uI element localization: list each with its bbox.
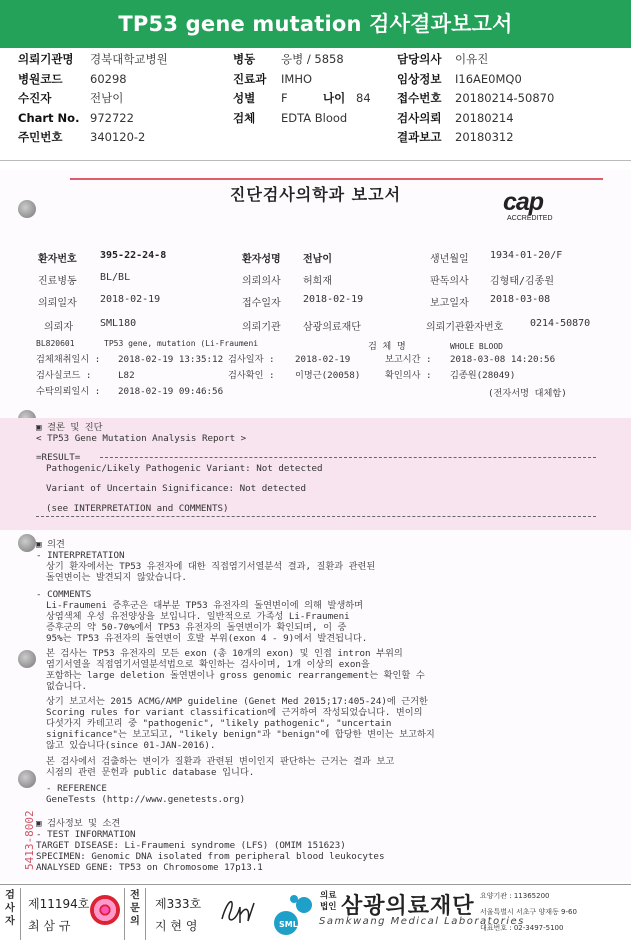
- result-subtitle: < TP53 Gene Mutation Analysis Report >: [36, 433, 247, 444]
- binder-hole: [18, 534, 36, 552]
- req-doc: 허희재: [303, 276, 332, 287]
- col2-value: IMHO: [281, 71, 313, 86]
- dob-label: 생년월일: [430, 254, 469, 265]
- col3-value: 20180214-50870: [455, 91, 555, 105]
- recv-time-label: 수탁의뢰일시 :: [36, 386, 101, 397]
- client-label: 의뢰자: [44, 322, 73, 333]
- name-label: 환자성명: [242, 254, 281, 265]
- report-title: TP53 gene mutation 검사결과보고서: [118, 12, 513, 36]
- col2-label: 진료과: [233, 71, 267, 86]
- patient-name: 전남이: [303, 254, 332, 265]
- test-name: TP53 gene, mutation (Li-Fraumeni: [104, 339, 259, 348]
- patient-no: 395-22-24-8: [100, 250, 167, 261]
- result-tag: =RESULT=: [36, 452, 81, 463]
- test-date-label: 검사일자 :: [228, 354, 275, 365]
- col1-value: 경북대학교병원: [90, 52, 168, 66]
- rep-time: 2018-03-08 14:20:56: [450, 354, 556, 365]
- col1-label: 의뢰기관명: [18, 52, 74, 66]
- org: 삼광의료재단: [303, 322, 361, 333]
- result-rule: [36, 516, 596, 517]
- scanned-report: [0, 170, 631, 882]
- collect-label: 검체채취일시 :: [36, 354, 101, 365]
- text-line: 시점의 관련 문헌과 public database 입니다.: [46, 767, 255, 778]
- org-label: 의뢰기관: [242, 322, 281, 333]
- text-line: 상염색체 우성 유전양상을 보입니다. 일반적으로 가족성 Li-Fraumeni: [46, 611, 350, 622]
- col3-value: 이유진: [455, 52, 489, 66]
- recv-time: 2018-02-19 09:46:56: [118, 386, 224, 397]
- org-address: 서울특별시 서초구 양재동 9-60: [480, 908, 577, 916]
- inspector-license: 제11194호: [28, 897, 90, 911]
- text-line: 증후군의 약 50-70%에서 TP53 유전자의 돌연변이가 확인되며, 이 중: [46, 622, 347, 633]
- age-label: 나이: [323, 91, 346, 105]
- binder-hole: [18, 770, 36, 788]
- esign-note: (전자서명 대체함): [488, 388, 567, 399]
- col1-value: 340120-2: [90, 130, 146, 144]
- client: SML180: [100, 318, 137, 329]
- text-line: 돌연변이는 발견되지 않았습니다.: [46, 572, 187, 583]
- room: L82: [118, 370, 135, 381]
- reference-text: GeneTests (http://www.genetests.org): [46, 794, 246, 805]
- text-line: 95%는 TP53 유전자의 돌연변이 호발 부위(exon 4 - 9)에서 발견됩니다.: [46, 633, 368, 644]
- result-line1: Pathogenic/Likely Pathogenic Variant: Not detected: [46, 463, 323, 474]
- result-line3: (see INTERPRETATION and COMMENTS): [46, 503, 229, 514]
- result-line2: Variant of Uncertain Significance: Not detected: [46, 483, 306, 494]
- col3-value: I16AE0MQ0: [455, 71, 522, 86]
- reader: 김형태/김종원: [490, 276, 554, 287]
- org-no: 0214-50870: [530, 318, 591, 329]
- col2-label: 검체: [233, 110, 256, 125]
- text-line: Scoring rules for variant classification에 근거하여 작성되었습니다. 변이의: [46, 707, 423, 718]
- org-type: 의료 법인: [320, 891, 337, 912]
- specialist-license: 제333호: [155, 897, 202, 911]
- col2-value: F: [281, 91, 288, 105]
- room-label: 검사실코드 :: [36, 370, 92, 381]
- divider: [20, 888, 21, 940]
- org-name: 삼광의료재단: [341, 894, 475, 919]
- result-heading: ▣ 결론 및 진단: [36, 422, 103, 433]
- col2-value: 응병 / 5858: [281, 52, 344, 66]
- signature-footer: [0, 884, 631, 943]
- binder-hole: [18, 200, 36, 218]
- dob: 1934-01-20/F: [490, 250, 563, 261]
- report-top-rule: [70, 178, 603, 180]
- report-title-bar: [0, 0, 631, 48]
- org-code: 요양기관 : 11365200: [480, 892, 550, 900]
- opinion-heading: ▣ 의견: [36, 539, 65, 550]
- org-no-label: 의뢰기관환자번호: [426, 322, 504, 333]
- col1-label: 주민번호: [18, 130, 63, 144]
- specialist-caption: 전 문 의: [130, 890, 140, 927]
- col3-value: 20180312: [455, 130, 514, 144]
- text-line: 염기서열을 직접염기서열분석법으로 확인하는 검사이며, 1개 이상의 exon을: [46, 659, 370, 670]
- test-code: BL820601: [36, 339, 75, 348]
- text-line: SPECIMEN: Genomic DNA isolated from peripheral blood leukocytes: [36, 851, 385, 862]
- org-phone: 대표번호 : 02-3497-5100: [480, 924, 564, 932]
- confirm-label: 검사확인 :: [228, 370, 275, 381]
- reader-label: 판독의사: [430, 276, 469, 287]
- patient-no-label: 환자번호: [38, 254, 77, 265]
- cap-logo-sub: ACCREDITED: [507, 215, 553, 222]
- cap-accredited-logo: [503, 188, 593, 228]
- req-date: 2018-02-19: [100, 294, 161, 305]
- divider: [0, 160, 631, 161]
- text-line: - TEST INFORMATION: [36, 829, 136, 840]
- col1-value: 전남이: [90, 91, 124, 105]
- text-line: 본 검사는 TP53 유전자의 모든 exon (총 10개의 exon) 및 인접 intron 부위의: [46, 648, 403, 659]
- col3-label: 결과보고: [397, 130, 442, 144]
- svg-text:SML: SML: [279, 920, 298, 929]
- interp-heading: - INTERPRETATION: [36, 550, 125, 561]
- text-line: Li-Fraumeni 증후군은 대부분 TP53 유전자의 돌연변이에 의해 발생하며: [46, 600, 363, 611]
- text-line: TARGET DISEASE: Li-Fraumeni syndrome (LFS) (OMIM 151623): [36, 840, 346, 851]
- col1-label: 수진자: [18, 91, 52, 105]
- confirm: 이명근(20058): [295, 370, 361, 381]
- sml-logo-icon: [270, 891, 316, 937]
- ward-label: 진료병동: [38, 276, 77, 287]
- inspector-name: 최 삼 규: [28, 919, 71, 933]
- text-line: 포함하는 large deletion 돌연변이나 gross genomic rearrangement는 확인할 수: [46, 670, 425, 681]
- reference-heading: - REFERENCE: [46, 783, 107, 794]
- collect-time: 2018-02-19 13:35:12: [118, 354, 224, 365]
- req-date-label: 의뢰일자: [38, 298, 77, 309]
- col1-value: 972722: [90, 110, 134, 125]
- text-line: 않고 있습니다(since 01-JAN-2016).: [46, 740, 216, 751]
- inspector-caption: 검 사 자: [5, 890, 15, 927]
- rep-time-label: 보고시간 :: [385, 354, 432, 365]
- col3-label: 접수번호: [397, 91, 442, 105]
- col2-label: 성별: [233, 91, 256, 105]
- signature-image: [218, 893, 258, 929]
- divider: [145, 888, 146, 940]
- text-line: 상기 보고서는 2015 ACMG/AMP guideline (Genet Med 2015;17:405-24)에 근거한: [46, 696, 428, 707]
- col2-value: EDTA Blood: [281, 110, 348, 125]
- text-line: significance"는 보고되고, "likely benign"과 "benign"에 합당한 변이는 보고하지: [46, 729, 435, 740]
- binder-hole: [18, 650, 36, 668]
- text-line: 없습니다.: [46, 681, 88, 692]
- seal-stamp: [90, 895, 120, 925]
- col1-label: 병원코드: [18, 71, 63, 86]
- text-line: 본 검사에서 검출하는 변이가 질환과 관련된 변이인지 판단하는 근거는 결과 보고: [46, 756, 395, 767]
- col3-label: 검사의뢰: [397, 110, 442, 125]
- col3-value: 20180214: [455, 110, 514, 125]
- recv-date: 2018-02-19: [303, 294, 364, 305]
- text-line: ANALYSED GENE: TP53 on Chromosome 17p13.1: [36, 862, 263, 873]
- confirm-doc: 김종원(28049): [450, 370, 516, 381]
- rep-date-label: 보고일자: [430, 298, 469, 309]
- text-line: 다섯가지 카테고리 중 "pathogenic", "likely pathogenic", "uncertain: [46, 718, 392, 729]
- test-info-heading: ▣ 검사정보 및 소견: [36, 818, 121, 829]
- cap-logo-text: cap: [503, 188, 544, 216]
- col3-label: 담당의사: [397, 52, 442, 66]
- report-heading: 진단검사의학과 보고서: [229, 185, 402, 204]
- specimen-label: 검 체 명: [368, 341, 406, 352]
- recv-date-label: 접수일자: [242, 298, 281, 309]
- age-value: 84: [356, 91, 371, 105]
- text-line: 상기 환자에서는 TP53 유전자에 대한 직접염기서열분석 결과, 질환과 관련된: [46, 561, 376, 572]
- comments-heading: - COMMENTS: [36, 589, 92, 600]
- side-code: 5413-8002: [23, 810, 36, 870]
- divider: [124, 888, 125, 940]
- rep-date: 2018-03-08: [490, 294, 551, 305]
- specialist-name: 지 현 영: [155, 919, 198, 933]
- col1-value: 60298: [90, 71, 127, 86]
- col1-label: Chart No.: [18, 110, 80, 125]
- test-date: 2018-02-19: [295, 354, 351, 365]
- confirm-doc-label: 확인의사 :: [385, 370, 432, 381]
- specimen: WHOLE BLOOD: [450, 342, 503, 351]
- col2-label: 병동: [233, 52, 256, 66]
- org-english-name: Samkwang Medical Laboratories: [319, 916, 525, 927]
- req-doc-label: 의뢰의사: [242, 276, 281, 287]
- ward: BL/BL: [100, 272, 131, 283]
- col3-label: 임상정보: [397, 71, 442, 86]
- result-rule: [100, 457, 596, 458]
